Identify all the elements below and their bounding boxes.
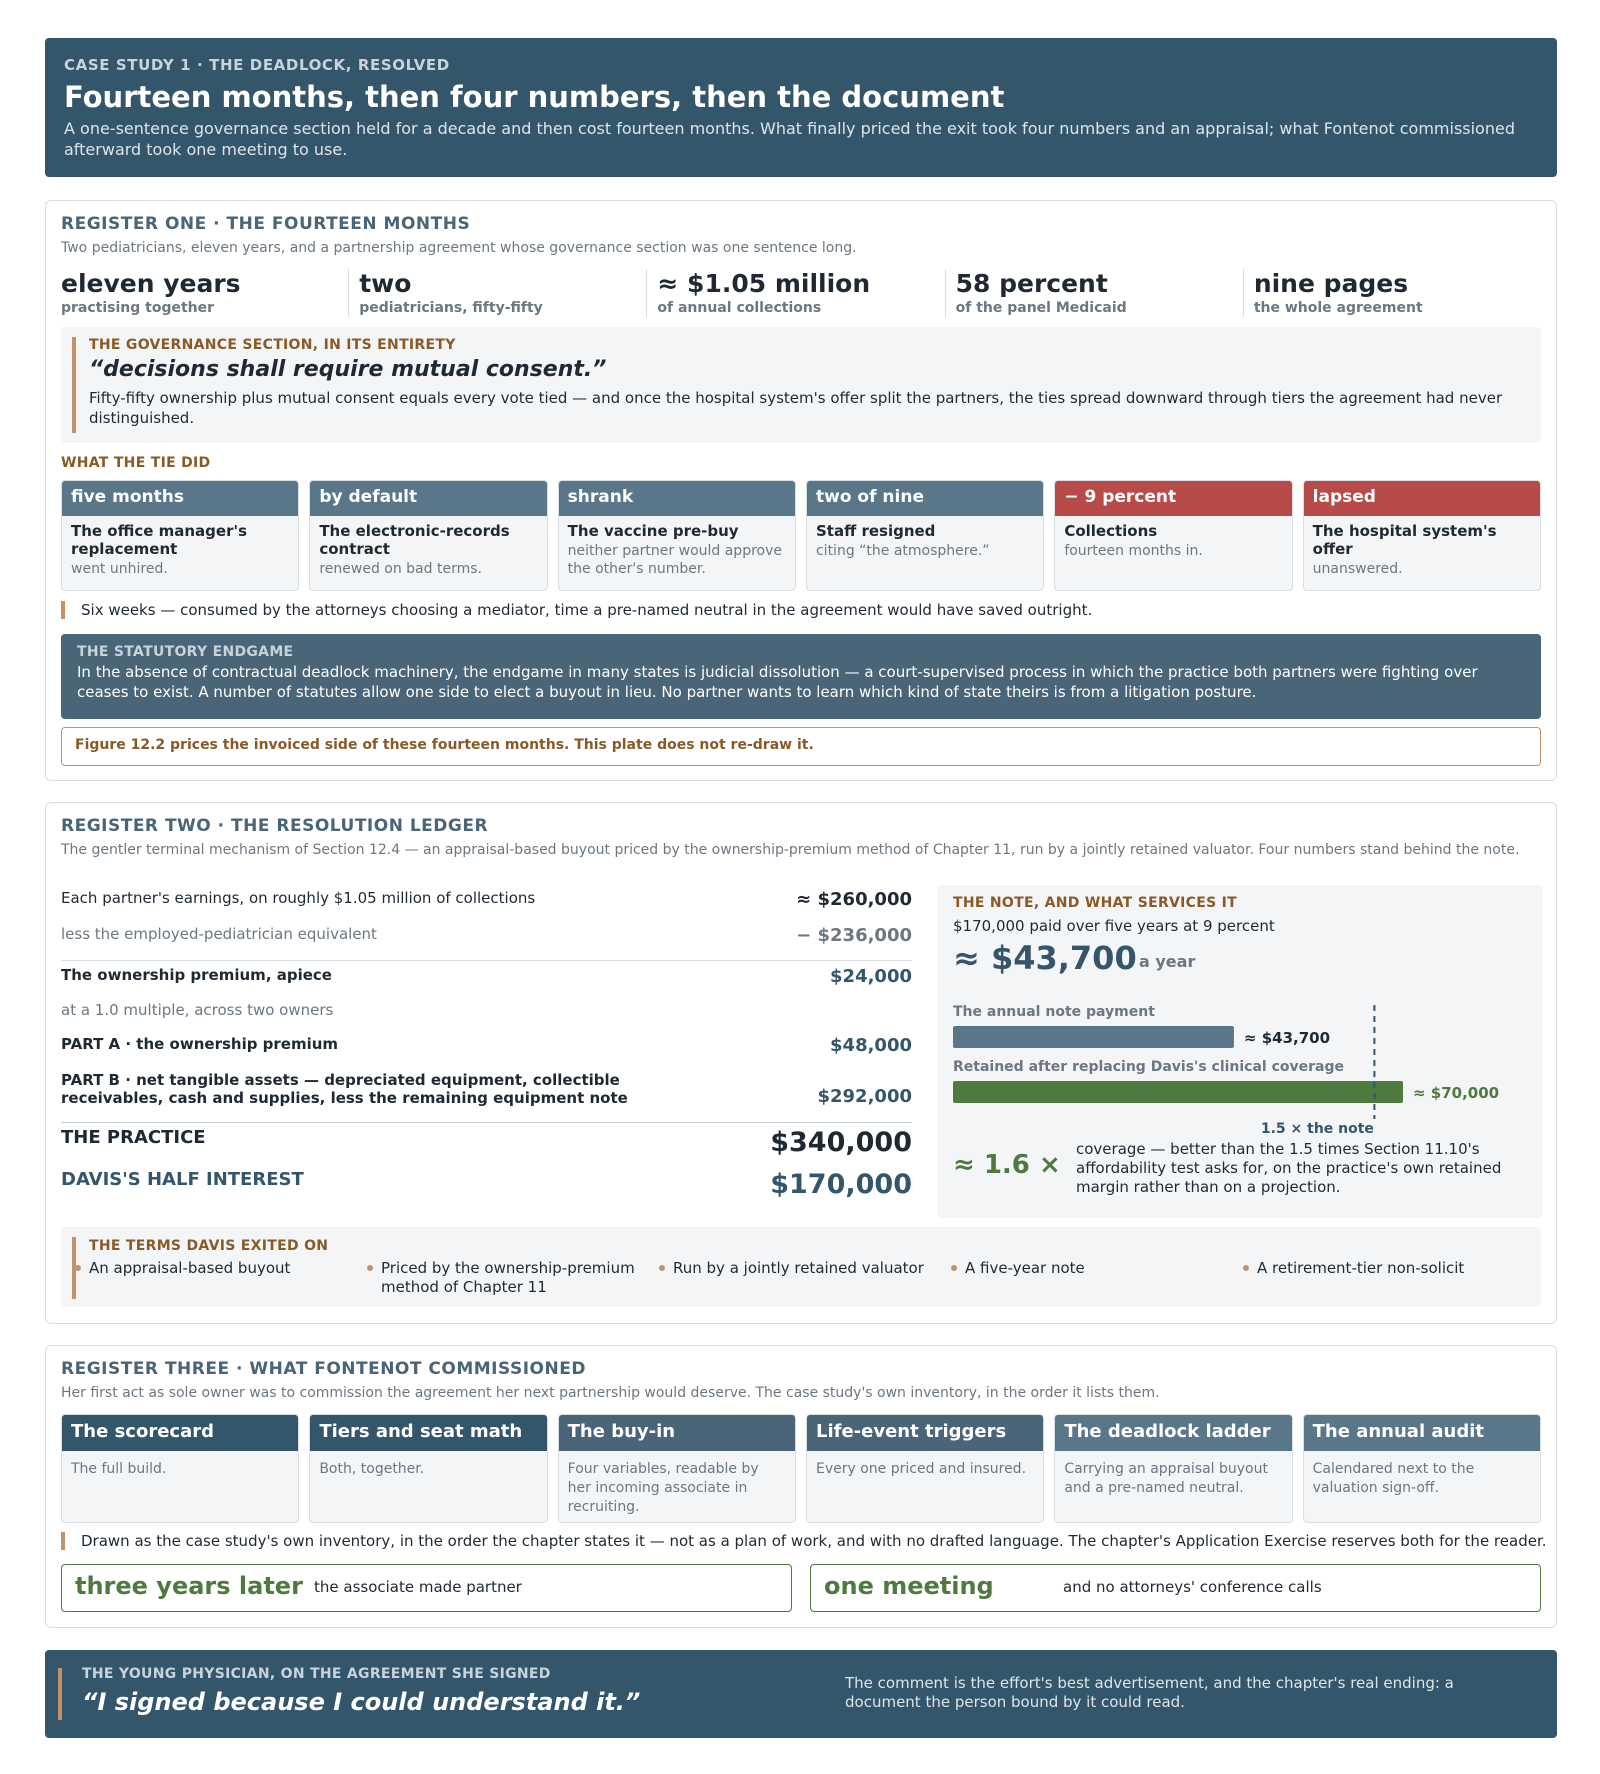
inventory-title: The scorecard xyxy=(62,1415,298,1451)
inventory-title: The annual audit xyxy=(1304,1415,1540,1451)
bar-value-retained: ≈ $70,000 xyxy=(1413,1084,1500,1102)
term-item xyxy=(367,1259,659,1297)
stat-label: practising together xyxy=(61,300,215,316)
bar-payment xyxy=(953,1026,1234,1048)
stat-value: eleven years xyxy=(61,269,241,298)
outcome-small: the associate made partner xyxy=(314,1578,522,1596)
stat-value: ≈ $1.05 million xyxy=(657,269,871,298)
register-two-subtitle: The gentler terminal mechanism of Section 12.4 — an appraisal-based buyout priced by the ownership-premium method of Chapter 11, run by a jointly retained valuator. Four numbers stand behind the note. xyxy=(61,842,1520,858)
footer-kicker: THE YOUNG PHYSICIAN, ON THE AGREEMENT SHE SIGNED xyxy=(82,1666,551,1682)
stat-label: pediatricians, fifty-fifty xyxy=(359,300,543,316)
endgame-body: In the absence of contractual deadlock machinery, the endgame in many states is judicial dissolution — a court-supervised process in which the practice both partners were fighting over ceases to exist. A number of statutes allow one side to elect a buyout in lieu. No partner wants to learn which kind of state theirs is from a litigation posture. xyxy=(77,663,1478,701)
tie-tag: shrank xyxy=(559,481,795,516)
ledger-row xyxy=(61,1033,912,1069)
register-two-panel xyxy=(45,802,1557,1324)
tie-cards xyxy=(61,480,1541,591)
terms-list xyxy=(75,1259,1535,1297)
governance-body: Fifty-fifty ownership plus mutual consent equals every vote tied — and once the hospital system's offer split the partners, the ties spread downward through tiers the agreement had never distinguished. xyxy=(89,389,1503,427)
term-item xyxy=(951,1259,1243,1297)
stat-item xyxy=(1243,269,1541,317)
inventory-card xyxy=(309,1414,547,1523)
tie-tag: two of nine xyxy=(807,481,1043,516)
stat-label: the whole agreement xyxy=(1253,300,1423,316)
tie-detail: neither partner would approve the other's number. xyxy=(567,543,782,577)
inventory-title: The buy-in xyxy=(559,1415,795,1451)
ledger-value: $292,000 xyxy=(817,1086,912,1107)
note-servicing-box xyxy=(938,885,1542,1218)
term-item xyxy=(659,1259,951,1297)
ledger-value: $48,000 xyxy=(830,1035,912,1056)
ledger-row xyxy=(61,1123,912,1169)
tie-card xyxy=(1054,480,1292,591)
outcome-small: and no attorneys' conference calls xyxy=(1063,1578,1322,1596)
terms-kicker: THE TERMS DAVIS EXITED ON xyxy=(89,1238,329,1254)
ledger-row xyxy=(61,925,912,961)
tie-subject: The vaccine pre-buy xyxy=(567,522,739,540)
accent-bar xyxy=(72,337,76,433)
term-text: Priced by the ownership-premium method of Chapter 11 xyxy=(381,1259,635,1296)
ledger-row xyxy=(61,889,912,925)
term-text: An appraisal-based buyout xyxy=(89,1259,291,1277)
term-text: A retirement-tier non-solicit xyxy=(1257,1259,1465,1277)
endgame-kicker: THE STATUTORY ENDGAME xyxy=(77,644,294,660)
tie-detail: unanswered. xyxy=(1312,561,1403,577)
tie-detail: fourteen months in. xyxy=(1064,543,1203,559)
stat-label: of the panel Medicaid xyxy=(955,300,1127,316)
ledger-label: DAVIS'S HALF INTEREST xyxy=(61,1169,304,1190)
outcome-big: three years later xyxy=(75,1572,303,1600)
inventory-card xyxy=(1303,1414,1541,1523)
ledger-label: Each partner's earnings, on roughly $1.05 million of collections xyxy=(61,889,536,907)
stat-label: of annual collections xyxy=(657,300,822,316)
ledger-value: ≈ $260,000 xyxy=(796,889,912,910)
register-two-title: REGISTER TWO · THE RESOLUTION LEDGER xyxy=(61,816,489,836)
tie-card xyxy=(309,480,547,591)
stat-value: nine pages xyxy=(1253,269,1409,298)
ledger-value: $340,000 xyxy=(770,1127,912,1158)
tie-tag: lapsed xyxy=(1304,481,1540,516)
inventory-title: Life-event triggers xyxy=(807,1415,1043,1451)
term-text: Run by a jointly retained valuator xyxy=(673,1259,924,1277)
tie-card xyxy=(558,480,796,591)
tie-heading: WHAT THE TIE DID xyxy=(61,455,211,471)
tie-subject: Collections xyxy=(1064,522,1158,540)
tie-card xyxy=(1303,480,1541,591)
tie-subject: The office manager's replacement xyxy=(71,522,248,558)
accent-bar xyxy=(58,1668,62,1720)
footer-quote: “I signed because I could understand it.” xyxy=(82,1688,641,1716)
inventory-detail: Calendared next to the valuation sign-off. xyxy=(1312,1461,1475,1496)
bullet-icon xyxy=(75,1265,81,1271)
register-one-subtitle: Two pediatricians, eleven years, and a partnership agreement whose governance section was one sentence long. xyxy=(61,240,857,256)
resolution-ledger xyxy=(61,889,912,1213)
inventory-cards xyxy=(61,1414,1541,1523)
bullet-icon xyxy=(659,1265,665,1271)
bar-label-retained: Retained after replacing Davis's clinical coverage xyxy=(953,1059,1345,1075)
ledger-value: − $236,000 xyxy=(796,925,912,946)
note-coverage-chart xyxy=(938,885,1542,1218)
tie-tag: five months xyxy=(62,481,298,516)
bar-retained xyxy=(953,1081,1403,1103)
coverage-text: coverage — better than the 1.5 times Section 11.10's affordability test asks for, on the practice's own retained margin rather than on a projection. xyxy=(1076,1140,1502,1196)
note-terms: $170,000 paid over five years at 9 percent xyxy=(953,917,1275,935)
stat-item xyxy=(348,269,646,317)
ledger-label: less the employed-pediatrician equivalent xyxy=(61,925,377,943)
note-payment: ≈ $43,700 xyxy=(953,939,1137,977)
ledger-label: The ownership premium, apiece xyxy=(61,966,332,984)
stats-row xyxy=(61,269,1541,317)
threshold-label: 1.5 × the note xyxy=(1260,1121,1374,1137)
governance-kicker: THE GOVERNANCE SECTION, IN ITS ENTIRETY xyxy=(89,337,456,353)
outcome-big: one meeting xyxy=(824,1572,994,1600)
ledger-row xyxy=(61,961,912,997)
inventory-card xyxy=(61,1414,299,1523)
term-item xyxy=(1243,1259,1535,1297)
inventory-detail: Every one priced and insured. xyxy=(815,1461,1027,1477)
six-weeks-note: Six weeks — consumed by the attorneys choosing a mediator, time a pre-named neutral in the agreement would have saved outright. xyxy=(61,601,1092,619)
closing-quote-footer xyxy=(45,1650,1557,1738)
page-subtitle: A one-sentence governance section held for a decade and then cost fourteen months. What finally priced the exit took four numbers and an appraisal; what Fontenot commissioned afterward took one meeting to use. xyxy=(64,119,1515,159)
bar-label-payment: The annual note payment xyxy=(953,1004,1155,1020)
footer-comment: The comment is the effort's best advertisement, and the chapter's real ending: a document the person bound by it could read. xyxy=(845,1674,1454,1711)
coverage-text-wrap xyxy=(1076,1140,1531,1210)
inventory-drawn-note: Drawn as the case study's own inventory, in the order the chapter states it — not as a plan of work, and with no drafted language. The chapter's Application Exercise reserves both for the reader. xyxy=(61,1532,1547,1550)
bullet-icon xyxy=(367,1265,373,1271)
governance-quote: “decisions shall require mutual consent.” xyxy=(89,357,607,382)
outcome-box xyxy=(810,1564,1541,1612)
tie-subject: The electronic-records contract xyxy=(319,522,510,558)
tie-detail: renewed on bad terms. xyxy=(319,561,482,577)
tie-card xyxy=(61,480,299,591)
note-kicker: THE NOTE, AND WHAT SERVICES IT xyxy=(953,895,1238,911)
inventory-detail: Carrying an appraisal buyout and a pre-named neutral. xyxy=(1064,1461,1268,1496)
register-three-title: REGISTER THREE · WHAT FONTENOT COMMISSIONED xyxy=(61,1359,586,1379)
ledger-label: PART B · net tangible assets — depreciated equipment, collectible receivables, cash and supplies, less the remaining equipment note xyxy=(61,1071,628,1107)
tie-card xyxy=(806,480,1044,591)
case-study-header xyxy=(45,38,1557,177)
stat-item xyxy=(945,269,1243,317)
tie-subject: The hospital system's offer xyxy=(1312,522,1497,558)
statutory-endgame-box xyxy=(61,634,1541,719)
stat-value: two xyxy=(359,269,412,298)
note-per: a year xyxy=(1139,952,1196,971)
bar-value-payment: ≈ $43,700 xyxy=(1243,1029,1331,1047)
bullet-icon xyxy=(1243,1265,1249,1271)
figure-reference-note: Figure 12.2 prices the invoiced side of these fourteen months. This plate does not re-draw it. xyxy=(61,727,1541,766)
inventory-card xyxy=(806,1414,1044,1523)
register-three-subtitle: Her first act as sole owner was to commission the agreement her next partnership would deserve. The case study's own inventory, in the order it lists them. xyxy=(61,1385,1160,1401)
ledger-row xyxy=(61,997,912,1033)
register-one-title: REGISTER ONE · THE FOURTEEN MONTHS xyxy=(61,214,471,234)
ledger-label: THE PRACTICE xyxy=(61,1127,206,1148)
stat-item xyxy=(646,269,944,317)
tie-detail: citing “the atmosphere.” xyxy=(815,543,990,559)
inventory-card xyxy=(1054,1414,1292,1523)
ledger-row xyxy=(61,1169,912,1213)
page-title: Fourteen months, then four numbers, then the document xyxy=(64,80,1005,114)
ledger-label: PART A · the ownership premium xyxy=(61,1035,339,1053)
tie-subject: Staff resigned xyxy=(815,522,936,540)
register-one-panel xyxy=(45,200,1557,781)
exit-terms-box xyxy=(61,1227,1541,1307)
tie-detail: went unhired. xyxy=(71,561,168,577)
governance-quote-box xyxy=(61,327,1541,443)
ledger-value: $170,000 xyxy=(770,1169,912,1200)
stat-item xyxy=(61,269,348,317)
coverage-ratio: ≈ 1.6 × xyxy=(953,1150,1061,1180)
header-kicker: CASE STUDY 1 · THE DEADLOCK, RESOLVED xyxy=(64,56,450,74)
bullet-icon xyxy=(951,1265,957,1271)
tie-tag: by default xyxy=(310,481,546,516)
inventory-title: The deadlock ladder xyxy=(1055,1415,1291,1451)
ledger-row xyxy=(61,1069,912,1123)
register-three-panel xyxy=(45,1345,1557,1628)
inventory-detail: Both, together. xyxy=(319,1461,425,1477)
inventory-title: Tiers and seat math xyxy=(310,1415,546,1451)
term-item xyxy=(75,1259,367,1297)
inventory-detail: The full build. xyxy=(71,1461,167,1477)
term-text: A five-year note xyxy=(965,1259,1085,1277)
inventory-card xyxy=(558,1414,796,1523)
ledger-label: at a 1.0 multiple, across two owners xyxy=(61,1001,334,1019)
outcome-box xyxy=(61,1564,792,1612)
tie-tag: − 9 percent xyxy=(1055,481,1291,516)
ledger-value: $24,000 xyxy=(830,966,912,987)
stat-value: 58 percent xyxy=(955,269,1108,298)
inventory-detail: Four variables, readable by her incoming associate in recruiting. xyxy=(567,1461,759,1515)
